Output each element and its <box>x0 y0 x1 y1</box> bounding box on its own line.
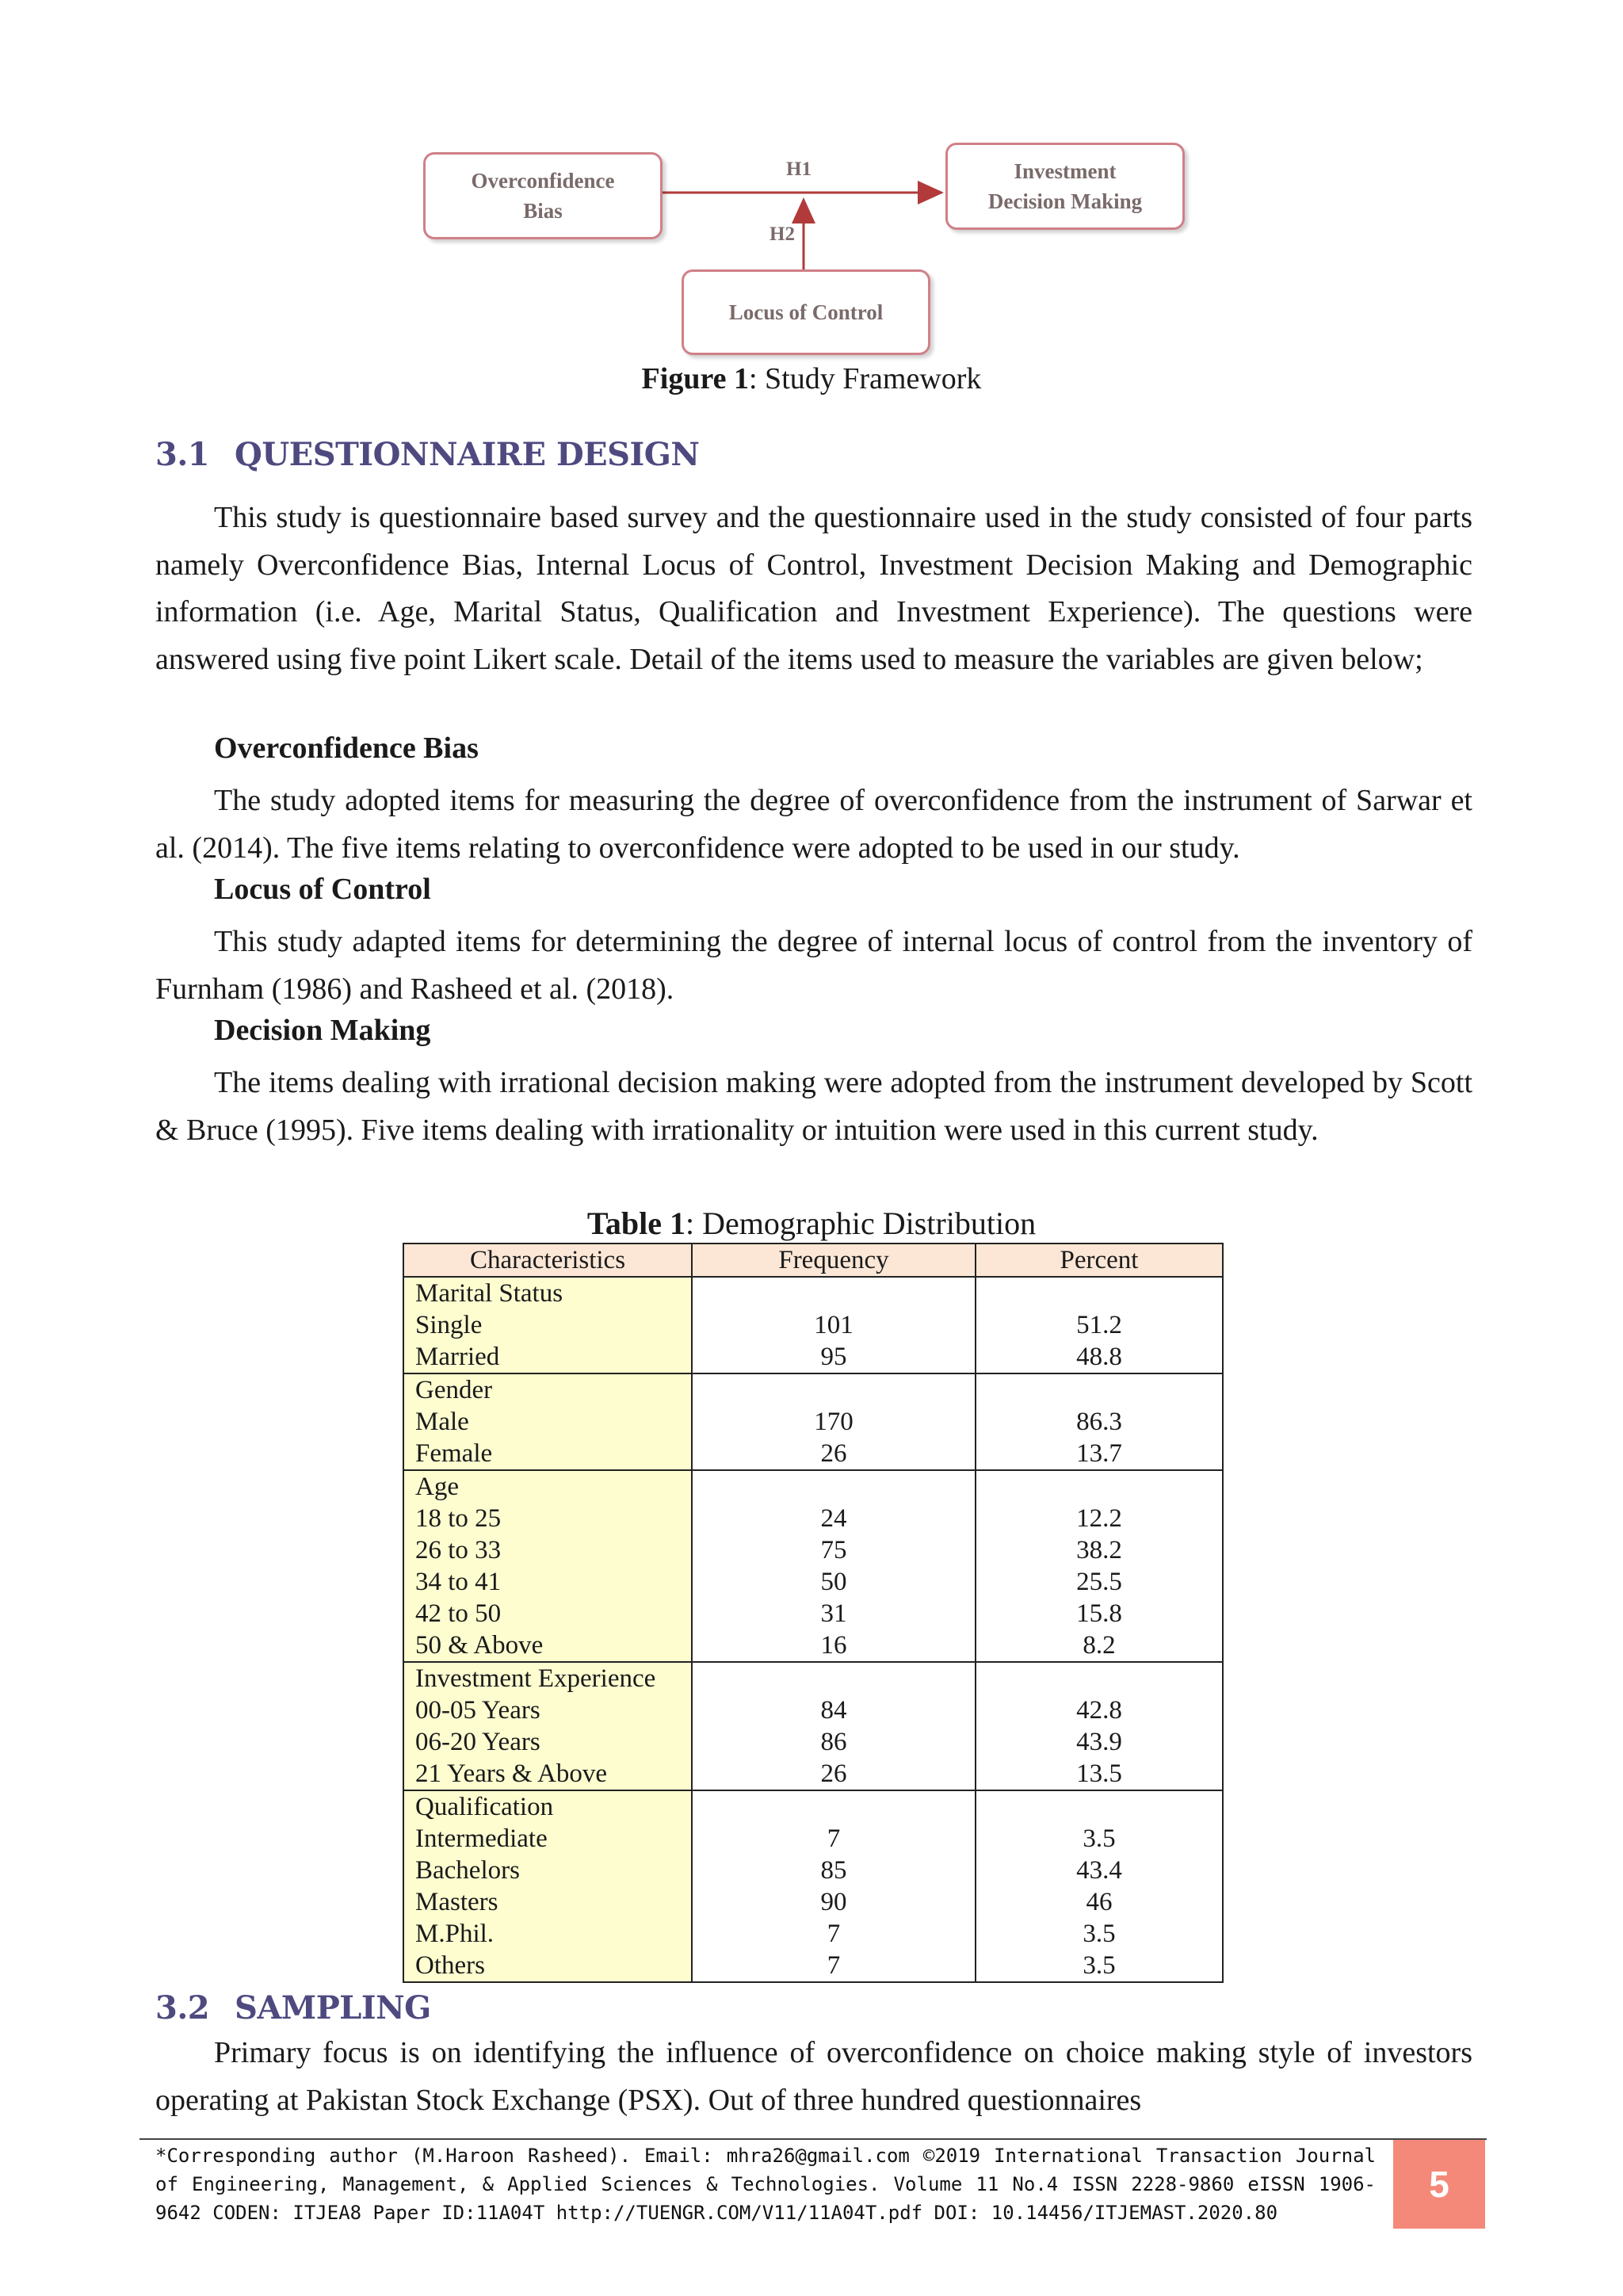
row-frequency: 7 <box>827 1920 841 1948</box>
row-label: Intermediate <box>415 1824 548 1853</box>
row-percent: 13.5 <box>1076 1759 1122 1788</box>
row-percent: 25.5 <box>1076 1568 1122 1596</box>
row-frequency: 26 <box>820 1759 847 1788</box>
row-frequency: 24 <box>820 1504 847 1533</box>
row-percent: 51.2 <box>1076 1311 1122 1339</box>
row-percent: 48.8 <box>1076 1343 1122 1371</box>
page-number-badge <box>1393 2140 1485 2229</box>
row-percent: 42.8 <box>1076 1696 1122 1725</box>
table-group-qualification <box>403 1790 1223 1982</box>
figure-caption-label: Figure 1 <box>641 362 749 395</box>
table-caption-label: Table 1 <box>586 1205 685 1241</box>
header-percent: Percent <box>976 1244 1223 1277</box>
table-caption <box>0 1205 1623 1242</box>
locus-of-control-box <box>682 269 930 355</box>
section-title: QUESTIONNAIRE DESIGN <box>235 436 700 473</box>
header-frequency: Frequency <box>692 1244 976 1277</box>
section-3-1-heading <box>155 436 699 473</box>
row-percent: 46 <box>1086 1888 1113 1916</box>
table-group-investment-experience <box>403 1662 1223 1790</box>
figure-caption-text: : Study Framework <box>749 362 982 395</box>
investment-decision-box <box>945 143 1185 230</box>
row-frequency: 86 <box>820 1728 847 1756</box>
row-label: 18 to 25 <box>415 1504 502 1533</box>
header-characteristics: Characteristics <box>403 1244 692 1277</box>
row-frequency: 101 <box>814 1311 854 1339</box>
footer-citation: *Corresponding author (M.Haroon Rasheed). Email: mhra26@gmail.com ©2019 International Transaction Journal of Engineering, Management, & Applied Sciences & Technologies. Volume 11 No.4 ISSN 2228-9860 eISSN 1906-9642 CODEN: ITJEA8 Paper ID:11A04T http://TUENGR.COM/V11/11A04T.pdf DOI: 10.14456/ITJEMAST.2020.80 <box>155 2145 1376 2224</box>
row-frequency: 7 <box>827 1824 841 1853</box>
demographic-table <box>403 1243 1224 1983</box>
row-label: 00-05 Years <box>415 1696 540 1725</box>
section-number: 3.1 <box>155 436 210 473</box>
section-number: 3.2 <box>155 1989 210 2027</box>
section-3-2-heading <box>155 1989 431 2027</box>
row-percent: 43.9 <box>1076 1728 1122 1756</box>
decision-paragraph: The items dealing with irrational decision making were adopted from the instrument developed by Scott & Bruce (1995). Five items dealing with irrationality or intuition were used in this current study. <box>155 1066 1472 1147</box>
row-percent: 3.5 <box>1083 1824 1116 1853</box>
intro-paragraph: This study is questionnaire based survey and the questionnaire used in the study consisted of four parts namely Overconfidence Bias, Internal Locus of Control, Investment Decision Making and Demographic information (i.e. Age, Marital Status, Qualification and Investment Experience). The questions were answered using five point Likert scale. Detail of the items used to measure the variables are given below; <box>155 501 1472 676</box>
overconfidence-bias-label: Overconfidence Bias <box>471 169 615 223</box>
h2-label: H2 <box>769 223 795 245</box>
row-label: Male <box>415 1408 469 1436</box>
row-label: Bachelors <box>415 1856 520 1885</box>
table-caption-text: : Demographic Distribution <box>685 1205 1037 1241</box>
row-percent: 3.5 <box>1083 1920 1116 1948</box>
group-name: Investment Experience <box>415 1664 656 1693</box>
row-percent: 15.8 <box>1076 1599 1122 1628</box>
row-frequency: 75 <box>820 1536 847 1564</box>
table-group-age <box>403 1470 1223 1662</box>
h1-label: H1 <box>786 159 812 180</box>
group-name: Marital Status <box>415 1279 563 1308</box>
subhead-decision: Decision Making <box>214 1014 431 1047</box>
investment-decision-label: Investment Decision Making <box>987 159 1143 213</box>
row-percent: 3.5 <box>1083 1951 1116 1980</box>
group-name: Age <box>415 1473 459 1501</box>
table-group-gender <box>403 1373 1223 1470</box>
row-label: Others <box>415 1951 485 1980</box>
locus-of-control-label: Locus of Control <box>728 300 884 324</box>
row-percent: 8.2 <box>1083 1631 1116 1660</box>
row-percent: 12.2 <box>1076 1504 1122 1533</box>
row-percent: 86.3 <box>1076 1408 1122 1436</box>
sampling-paragraph: Primary focus is on identifying the influence of overconfidence on choice making style of investors operating at Pakistan Stock Exchange (PSX). Out of three hundred questionnaires <box>155 2036 1472 2117</box>
row-label: 26 to 33 <box>415 1536 502 1564</box>
subhead-locus: Locus of Control <box>214 873 431 906</box>
row-frequency: 31 <box>820 1599 847 1628</box>
row-label: Female <box>415 1439 493 1468</box>
row-frequency: 16 <box>820 1631 847 1660</box>
row-frequency: 90 <box>820 1888 847 1916</box>
row-percent: 38.2 <box>1076 1536 1122 1564</box>
row-frequency: 95 <box>820 1343 847 1371</box>
section-title: SAMPLING <box>235 1989 431 2027</box>
table-header-row <box>403 1244 1223 1277</box>
row-frequency: 50 <box>820 1568 847 1596</box>
row-percent: 43.4 <box>1076 1856 1122 1885</box>
row-frequency: 26 <box>820 1439 847 1468</box>
row-frequency: 7 <box>827 1951 841 1980</box>
row-label: Married <box>415 1343 500 1371</box>
row-label: 21 Years & Above <box>415 1759 608 1788</box>
row-frequency: 84 <box>820 1696 847 1725</box>
row-label: 34 to 41 <box>415 1568 502 1596</box>
locus-paragraph: This study adapted items for determining the degree of internal locus of control from the inventory of Furnham (1986) and Rasheed et al. (2018). <box>155 925 1472 1006</box>
row-frequency: 85 <box>820 1856 847 1885</box>
group-name: Qualification <box>415 1793 554 1821</box>
figure-caption <box>0 361 1623 396</box>
group-name: Gender <box>415 1376 493 1404</box>
overconfidence-bias-box <box>423 152 663 239</box>
row-label: 06-20 Years <box>415 1728 540 1756</box>
row-percent: 13.7 <box>1076 1439 1122 1468</box>
overconfidence-paragraph: The study adopted items for measuring the degree of overconfidence from the instrument of Sarwar et al. (2014). The five items relating to overconfidence were adopted to be used in our study. <box>155 784 1472 865</box>
row-label: 50 & Above <box>415 1631 544 1660</box>
study-framework-figure <box>396 135 1228 365</box>
row-label: M.Phil. <box>415 1920 495 1948</box>
table-group-marital-status <box>403 1277 1223 1373</box>
page-number: 5 <box>1429 2164 1449 2205</box>
footer-divider <box>139 2138 1487 2140</box>
row-label: 42 to 50 <box>415 1599 502 1628</box>
row-label: Masters <box>415 1888 498 1916</box>
row-frequency: 170 <box>814 1408 854 1436</box>
row-label: Single <box>415 1311 483 1339</box>
subhead-overconfidence: Overconfidence Bias <box>214 732 479 765</box>
